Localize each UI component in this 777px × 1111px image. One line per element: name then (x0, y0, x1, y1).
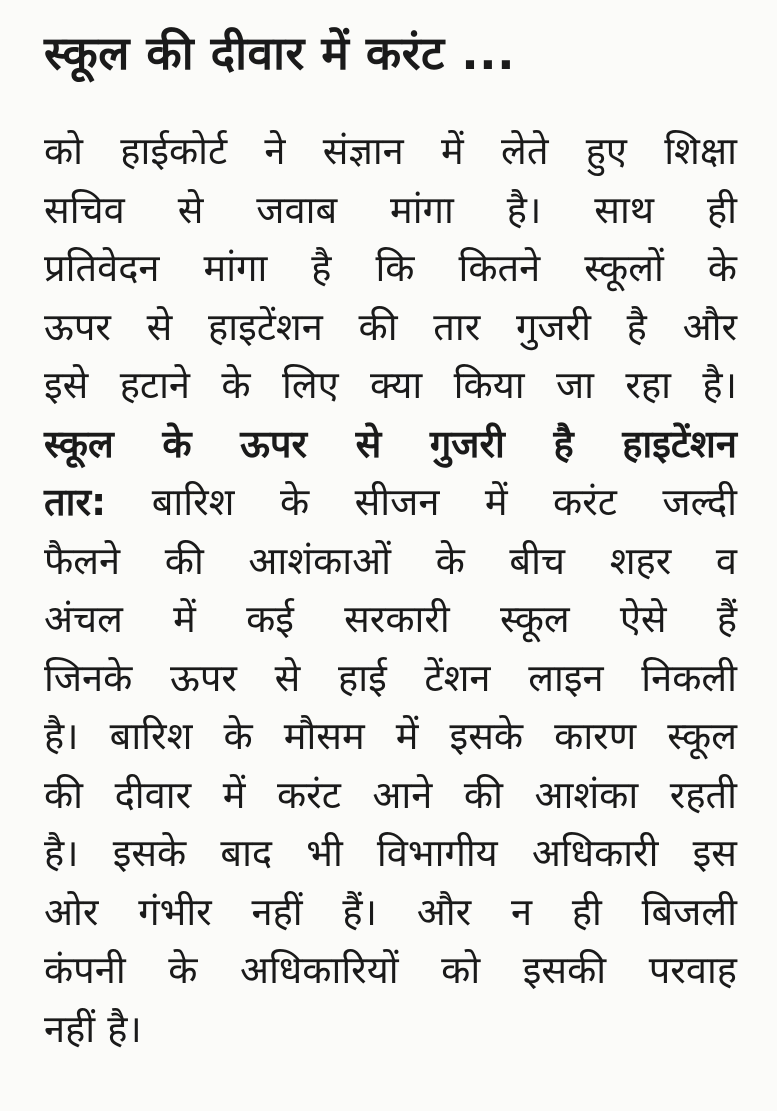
body-line-continuation: बारिश के सीजन में करंट जल्दी (106, 480, 737, 524)
body-line: फैलने की आशंकाओं के बीच शहर व (44, 538, 737, 583)
body-line: को हाईकोर्ट ने संज्ञान में लेते हुए शिक्षा (44, 129, 737, 173)
body-line: प्रतिवेदन मांगा है कि कितने स्कूलों के (44, 246, 737, 290)
subheading: स्कूल के ऊपर से गुजरी है हाइटेंशन (44, 421, 737, 466)
body-line: की दीवार में करंट आने की आशंका रहती (44, 772, 737, 817)
body-line: सचिव से जवाब मांगा है। साथ ही (44, 187, 737, 232)
subheading-end: तार: (44, 480, 107, 524)
body-line: है। बारिश के मौसम में इसके कारण स्कूल (44, 714, 737, 758)
body-line-with-subheading (44, 473, 737, 532)
body-line: ओर गंभीर नहीं हैं। और न ही बिजली (44, 889, 737, 934)
body-line-last: नहीं है। (44, 1006, 142, 1051)
body-line: इसे हटाने के लिए क्या किया जा रहा है। (44, 363, 737, 407)
article-body (44, 122, 737, 1058)
body-line: ऊपर से हाइटेंशन की तार गुजरी है और (44, 304, 737, 349)
body-line: है। इसके बाद भी विभागीय अधिकारी इस (44, 831, 737, 875)
body-line: अंचल में कई सरकारी स्कूल ऐसे हैं (44, 597, 737, 641)
body-line: जिनके ऊपर से हाई टेंशन लाइन निकली (44, 655, 737, 700)
body-line: कंपनी के अधिकारियों को इसकी परवाह (44, 948, 737, 992)
headline: स्कूल की दीवार में करंट ... (44, 26, 516, 80)
